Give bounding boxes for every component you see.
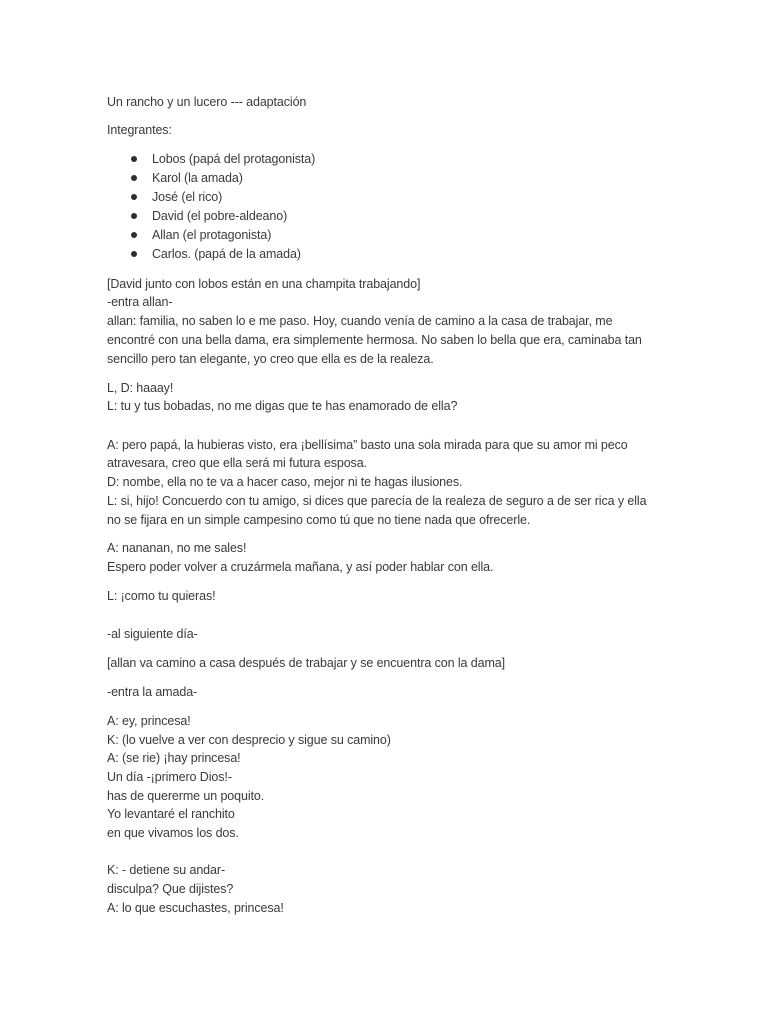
dialogue-line: disculpa? Que dijistes? xyxy=(107,882,234,896)
dialogue-line: no se fijara en un simple campesino como tú que no tiene nada que ofrecerle. xyxy=(107,513,531,527)
dialogue-line: A: ey, princesa! xyxy=(107,714,191,728)
dialogue-line: D: nombe, ella no te va a hacer caso, mejor ni te hagas ilusiones. xyxy=(107,475,463,489)
stage-direction: -al siguiente día- xyxy=(107,627,198,641)
bullet-icon xyxy=(131,175,137,181)
dialogue-line: A: pero papá, la hubieras visto, era ¡bellísima” basto una sola mirada para que su amor mi peco xyxy=(107,438,628,452)
verse-line: has de quererme un poquito. xyxy=(107,789,265,803)
bullet-icon xyxy=(131,213,137,219)
dialogue-line: L, D: haaay! xyxy=(107,381,174,395)
dialogue-line: L: ¡como tu quieras! xyxy=(107,589,216,603)
bullet-icon xyxy=(131,251,137,257)
member-item: Carlos. (papá de la amada) xyxy=(152,247,301,261)
dialogue-line: L: si, hijo! Concuerdo con tu amigo, si dices que parecía de la realeza de seguro a de ser rica y ella xyxy=(107,494,647,508)
dialogue-line: atravesara, creo que ella será mi futura esposa. xyxy=(107,456,367,470)
dialogue-line: allan: familia, no saben lo e me paso. Hoy, cuando venía de camino a la casa de trabajar, me xyxy=(107,314,613,328)
stage-direction: -entra la amada- xyxy=(107,685,198,699)
member-item: David (el pobre-aldeano) xyxy=(152,209,288,223)
bullet-icon xyxy=(131,194,137,200)
member-item: Karol (la amada) xyxy=(152,171,243,185)
dialogue-line: encontré con una bella dama, era simplemente hermosa. No saben lo bella que era, caminaba tan xyxy=(107,333,642,347)
bullet-icon xyxy=(131,232,137,238)
dialogue-line: Espero poder volver a cruzármela mañana, y así poder hablar con ella. xyxy=(107,560,494,574)
dialogue-line: K: - detiene su andar- xyxy=(107,863,226,877)
dialogue-line: L: tu y tus bobadas, no me digas que te has enamorado de ella? xyxy=(107,399,458,413)
stage-direction: [David junto con lobos están en una champita trabajando] xyxy=(107,277,421,291)
members-heading: Integrantes: xyxy=(107,123,172,137)
stage-direction: -entra allan- xyxy=(107,295,173,309)
dialogue-line: A: (se rie) ¡hay princesa! xyxy=(107,751,241,765)
dialogue-line: K: (lo vuelve a ver con desprecio y sigue su camino) xyxy=(107,733,391,747)
dialogue-line: A: nananan, no me sales! xyxy=(107,541,247,555)
dialogue-line: sencillo pero tan elegante, yo creo que ella es de la realeza. xyxy=(107,352,434,366)
verse-line: en que vivamos los dos. xyxy=(107,826,239,840)
member-item: José (el rico) xyxy=(152,190,223,204)
verse-line: Un día -¡primero Dios!- xyxy=(107,770,232,784)
member-item: Lobos (papá del protagonista) xyxy=(152,152,316,166)
stage-direction: [allan va camino a casa después de trabajar y se encuentra con la dama] xyxy=(107,656,506,670)
verse-line: Yo levantaré el ranchito xyxy=(107,807,235,821)
bullet-icon xyxy=(131,156,137,162)
dialogue-line: A: lo que escuchastes, princesa! xyxy=(107,901,284,915)
document-title: Un rancho y un lucero --- adaptación xyxy=(107,95,307,109)
member-item: Allan (el protagonista) xyxy=(152,228,272,242)
